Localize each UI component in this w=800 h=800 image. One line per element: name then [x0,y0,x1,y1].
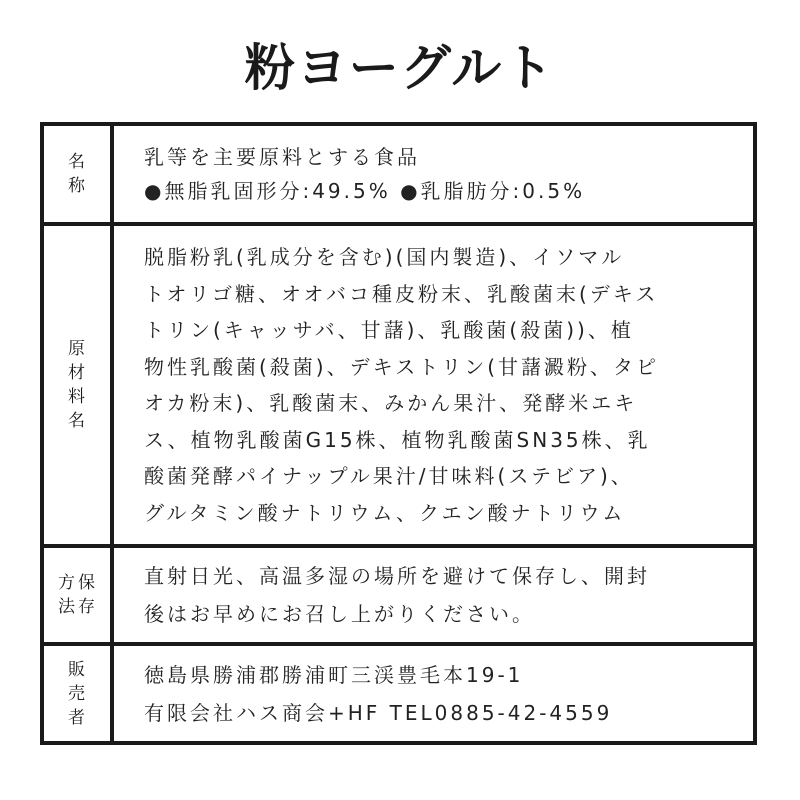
row-storage [44,548,753,642]
label-char: 存 [78,597,96,617]
label-table [40,122,757,745]
label-char: 名 [68,152,86,172]
label-pair [57,571,97,595]
content-line: 有限会社ハス商会+HF TEL0885-42-4559 [144,700,613,725]
label-char: 原 [68,339,86,359]
label-char: 保 [78,573,96,593]
label-char: 料 [68,387,86,407]
label-char: 売 [68,683,86,704]
label-char: 法 [58,597,76,617]
row-ingredients [44,226,753,544]
label-ingredients [44,226,110,544]
content-line: ●無脂乳固形分:49.5% ●乳脂肪分:0.5% [144,179,586,203]
label-pair [57,595,97,619]
content-line: ス、植物乳酸菌G15株、植物乳酸菌SN35株、乳 [144,427,651,452]
content-seller [144,646,733,741]
label-name [44,126,110,222]
content-line: 酸菌発酵パイナップル果汁/甘味料(ステビア)、 [144,464,634,488]
label-seller [44,646,110,741]
content-line: 乳等を主要原料とする食品 [144,145,420,169]
label-char: 名 [68,411,86,431]
label-char: 材 [68,363,86,383]
page-title: 粉ヨーグルト [244,39,556,97]
content-line: オカ粉末)、乳酸菌末、みかん果汁、発酵米エキ [144,391,638,415]
row-name [44,126,753,222]
content-name [144,126,733,222]
content-line: トリン(キャッサバ、甘藷)、乳酸菌(殺菌))、植 [144,318,634,342]
label-storage [44,548,110,642]
row-seller [44,646,753,741]
label-char: 方 [58,573,76,593]
content-line: 後はお早めにお召し上がりください。 [144,602,535,626]
content-line: 直射日光、高温多湿の場所を避けて保存し、開封 [144,564,650,588]
content-line: 物性乳酸菌(殺菌)、デキストリン(甘藷澱粉、タピ [144,354,660,379]
label-char: 者 [68,707,86,728]
content-line: 脱脂粉乳(乳成分を含む)(国内製造)、イソマル [144,245,625,269]
content-storage [144,548,733,642]
content-line: グルタミン酸ナトリウム、クエン酸ナトリウム [144,500,626,525]
label-char: 販 [68,659,86,680]
content-line: トオリゴ糖、オオバコ種皮粉末、乳酸菌末(デキス [144,281,659,306]
content-line: 徳島県勝浦郡勝浦町三渓豊毛本19-1 [144,662,524,687]
label-char: 称 [68,176,86,196]
content-ingredients [144,226,733,544]
